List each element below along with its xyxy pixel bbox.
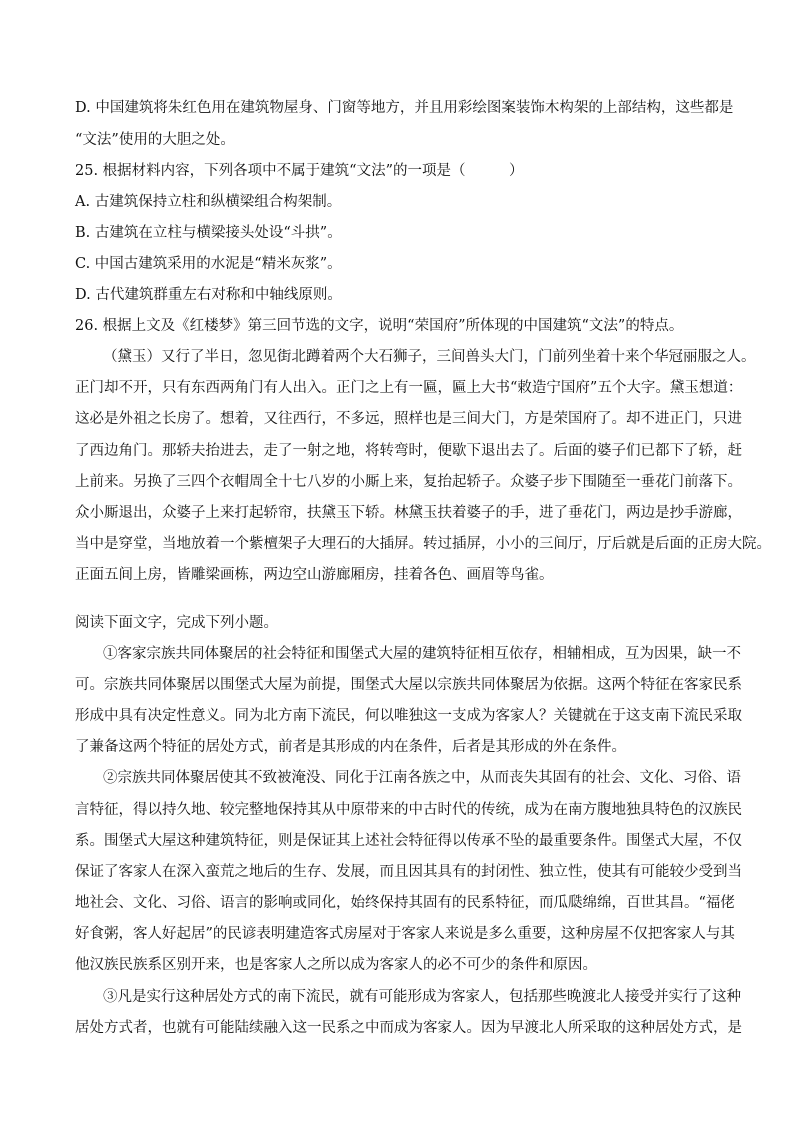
q25-option-a: A. 古建筑保持立柱和纵横梁组合构架制。 [75, 194, 342, 210]
reading-instruction: 阅读下面文字，完成下列小题。 [75, 615, 278, 631]
excerpt-line: 当中是穿堂，当地放着一个紫檀架子大理石的大插屏。转过插屏，小小的三间厅，厅后就是后面的正房大院。 [75, 536, 771, 552]
q25-option-d: D. 古代建筑群重左右对称和中轴线原则。 [75, 287, 342, 303]
question-26: 26. 根据上文及《红楼梦》第三回节选的文字，说明“荣国府”所体现的中国建筑“文法”的特点。 [75, 318, 684, 334]
passage-line: 他汉族民族系区别开来，也是客家人之所以成为客家人的必不可少的条件和原因。 [75, 957, 597, 973]
excerpt-line: 这必是外祖之长房了。想着，又往西行，不多远，照样也是三间大门，方是荣国府了。却不进正门，只进 [75, 411, 742, 427]
excerpt-line: 正门却不开，只有东西两角门有人出入。正门之上有一匾，匾上大书“敕造宁国府”五个大字。黛玉想道： [75, 380, 743, 396]
passage-line: 保证了客家人在深入蛮荒之地后的生存、发展，而且因其具有的封闭性、独立性，使其有可能较少受到当 [75, 864, 742, 880]
passage-line: ②宗族共同体聚居使其不致被淹没、同化于江南各族之中，从而丧失其固有的社会、文化、习俗、语 [103, 770, 741, 786]
excerpt-line: （黛玉）又行了半日，忽见街北蹲着两个大石狮子，三间兽头大门，门前列坐着十来个华冠丽服之人。 [103, 349, 756, 365]
passage-line: 了兼备这两个特征的居处方式，前者是其形成的内在条件，后者是其形成的外在条件。 [75, 739, 626, 755]
passage-line: 居处方式者，也就有可能陆续融入这一民系之中而成为客家人。因为早渡北人所采取的这种居处方式，是 [75, 1020, 742, 1036]
passage-line: ①客家宗族共同体聚居的社会特征和围堡式大屋的建筑特征相互依存，相辅相成，互为因果，缺一不 [103, 646, 741, 662]
passage-line: 地社会、文化、习俗、语言的影响或同化，始终保持其固有的民系特征，而瓜瓞绵绵，百世其昌。“福佬 [75, 895, 735, 911]
passage-line: 系。围堡式大屋这种建筑特征，则是保证其上述社会特征得以传承不坠的最重要条件。围堡式大屋，不仅 [75, 833, 742, 849]
passage-line: 言特征，得以持久地、较完整地保持其从中原带来的中古时代的传统，成为在南方腹地独具特色的汉族民 [75, 802, 742, 818]
passage-line: 形成中具有决定性意义。同为北方南下流民，何以唯独这一支成为客家人？关键就在于这支南下流民采取 [75, 708, 742, 724]
question-25: 25. 根据材料内容，下列各项中不属于建筑“文法”的一项是（ ） [75, 163, 524, 179]
excerpt-line: 正面五间上房，皆雕梁画栋，两边空山游廊厢房，挂着各色、画眉等鸟雀。 [75, 567, 554, 583]
passage-line: 好食粥，客人好起居”的民谚表明建造客式房屋对于客家人来说是多么重要，这种房屋不仅把客家人与其 [75, 926, 735, 942]
excerpt-line: 上前来。另换了三四个衣帽周全十七八岁的小厮上来，复抬起轿子。众婆子步下围随至一垂花门前落下。 [75, 474, 742, 490]
passage-line: ③凡是实行这种居处方式的南下流民，就有可能形成为客家人，包括那些晚渡北人接受并实行了这种 [103, 989, 741, 1005]
option-d-line1: D. 中国建筑将朱红色用在建筑物屋身、门窗等地方，并且用彩绘图案装饰木构架的上部结构，这些都是 [75, 100, 734, 116]
passage-line: 可。宗族共同体聚居以围堡式大屋为前提，围堡式大屋以宗族共同体聚居为依据。这两个特征在客家民系 [75, 677, 742, 693]
excerpt-line: 众小厮退出，众婆子上来打起轿帘，扶黛玉下轿。林黛玉扶着婆子的手，进了垂花门，两边是抄手游廊， [75, 505, 742, 521]
q25-option-b: B. 古建筑在立柱与横梁接头处设“斗拱”。 [75, 225, 342, 241]
q25-option-c: C. 中国古建筑采用的水泥是“精米灰浆”。 [75, 256, 342, 272]
option-d-line2: “文法”使用的大胆之处。 [75, 132, 235, 148]
excerpt-line: 了西边角门。那轿夫抬进去，走了一射之地，将转弯时，便歇下退出去了。后面的婆子们已都下了轿，赶 [75, 443, 742, 459]
